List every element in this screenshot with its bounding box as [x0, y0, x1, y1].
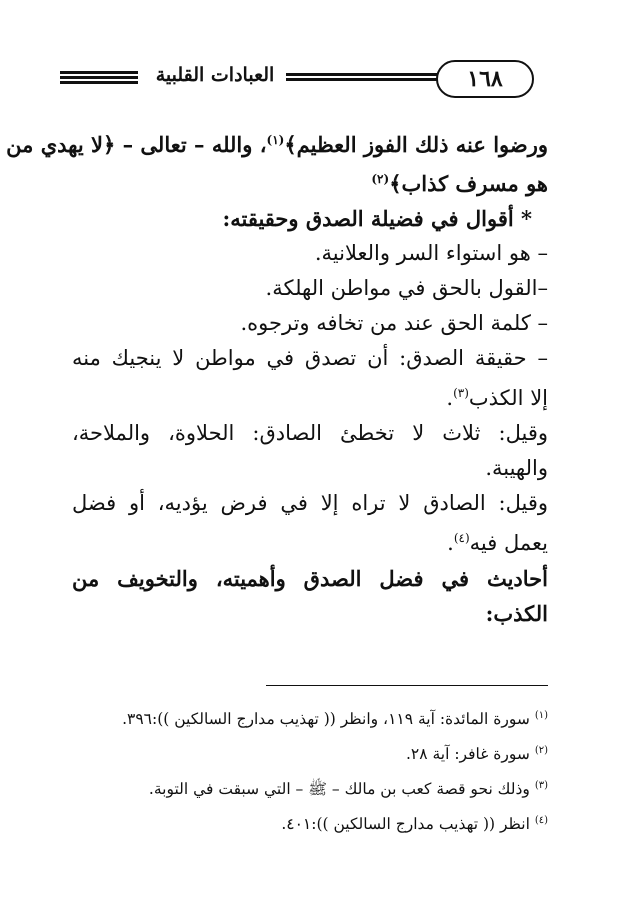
- footnote-number: (٢): [534, 745, 548, 757]
- footnotes: [72, 700, 548, 841]
- list-item: –القول بالحق في مواطن الهلكة.: [265, 276, 548, 300]
- paragraph-line: والهيبة.: [485, 456, 548, 480]
- text-span: ، والله – تعالى – ﴿لا يهدي من: [6, 132, 267, 157]
- list-item: – حقيقة الصدق: أن تصدق في مواطن لا ينجيك منه: [72, 346, 548, 370]
- footnote-ref: (٢): [371, 172, 390, 186]
- footnote: [72, 770, 548, 805]
- footnote-number: (١): [534, 710, 548, 721]
- footnote: [72, 735, 548, 770]
- section-heading: أحاديث في فضل الصدق وأهميته، والتخويف من: [72, 566, 548, 591]
- list-item: – هو استواء السر والعلانية.: [314, 241, 548, 265]
- text-line: [72, 377, 548, 415]
- paragraph-line: وقيل: الصادق لا تراه إلا في فرض يؤديه، أو فضل: [72, 491, 548, 515]
- footnote-text: سورة غافر: آية ٢٨.: [405, 745, 530, 764]
- text-span: إلا الكذب: [468, 386, 548, 410]
- section-heading: الكذب:: [485, 601, 548, 626]
- quran-quote: ورضوا عنه ذلك الفوز العظيم﴾: [284, 132, 548, 157]
- footnote-separator: [266, 685, 548, 686]
- section-heading: * أقوال في فضيلة الصدق وحقيقته:: [222, 206, 532, 231]
- footnote-ref: (٤): [453, 531, 470, 545]
- text-line: [72, 163, 548, 200]
- text-line: [72, 522, 548, 560]
- text-span: .: [446, 386, 454, 410]
- page-number: ١٦٨: [436, 60, 534, 98]
- footnote: [72, 700, 548, 735]
- paragraph-line: وقيل: ثلاث لا تخطئ الصادق: الحلاوة، والملاحة،: [72, 421, 548, 445]
- running-title: العبادات القلبية: [155, 64, 275, 86]
- footnote: [72, 805, 548, 840]
- header-left-rule: [60, 71, 138, 85]
- main-text: [6, 124, 548, 632]
- footnote-text: سورة المائدة: آية ١١٩، وانظر (( تهذيب مدارج السالكين )):٣٩٦.: [122, 710, 530, 729]
- list-item: – كلمة الحق عند من تخافه وترجوه.: [240, 311, 548, 335]
- page-header: [60, 60, 534, 100]
- text-span: يعمل فيه: [469, 531, 548, 555]
- footnote-ref: (٣): [453, 386, 469, 400]
- footnote-number: (٣): [534, 780, 548, 792]
- footnote-text: انظر (( تهذيب مدارج السالكين )):٤٠١.: [281, 815, 530, 834]
- quran-quote: هو مسرف كذاب﴾: [389, 171, 548, 196]
- text-span: .: [447, 531, 454, 555]
- footnote-ref: (١): [266, 133, 285, 147]
- footnote-number: (٤): [534, 815, 548, 827]
- text-line: [6, 124, 548, 161]
- footnote-text: وذلك نحو قصة كعب بن مالك – ﷺ – التي سبقت في التوبة.: [148, 780, 530, 799]
